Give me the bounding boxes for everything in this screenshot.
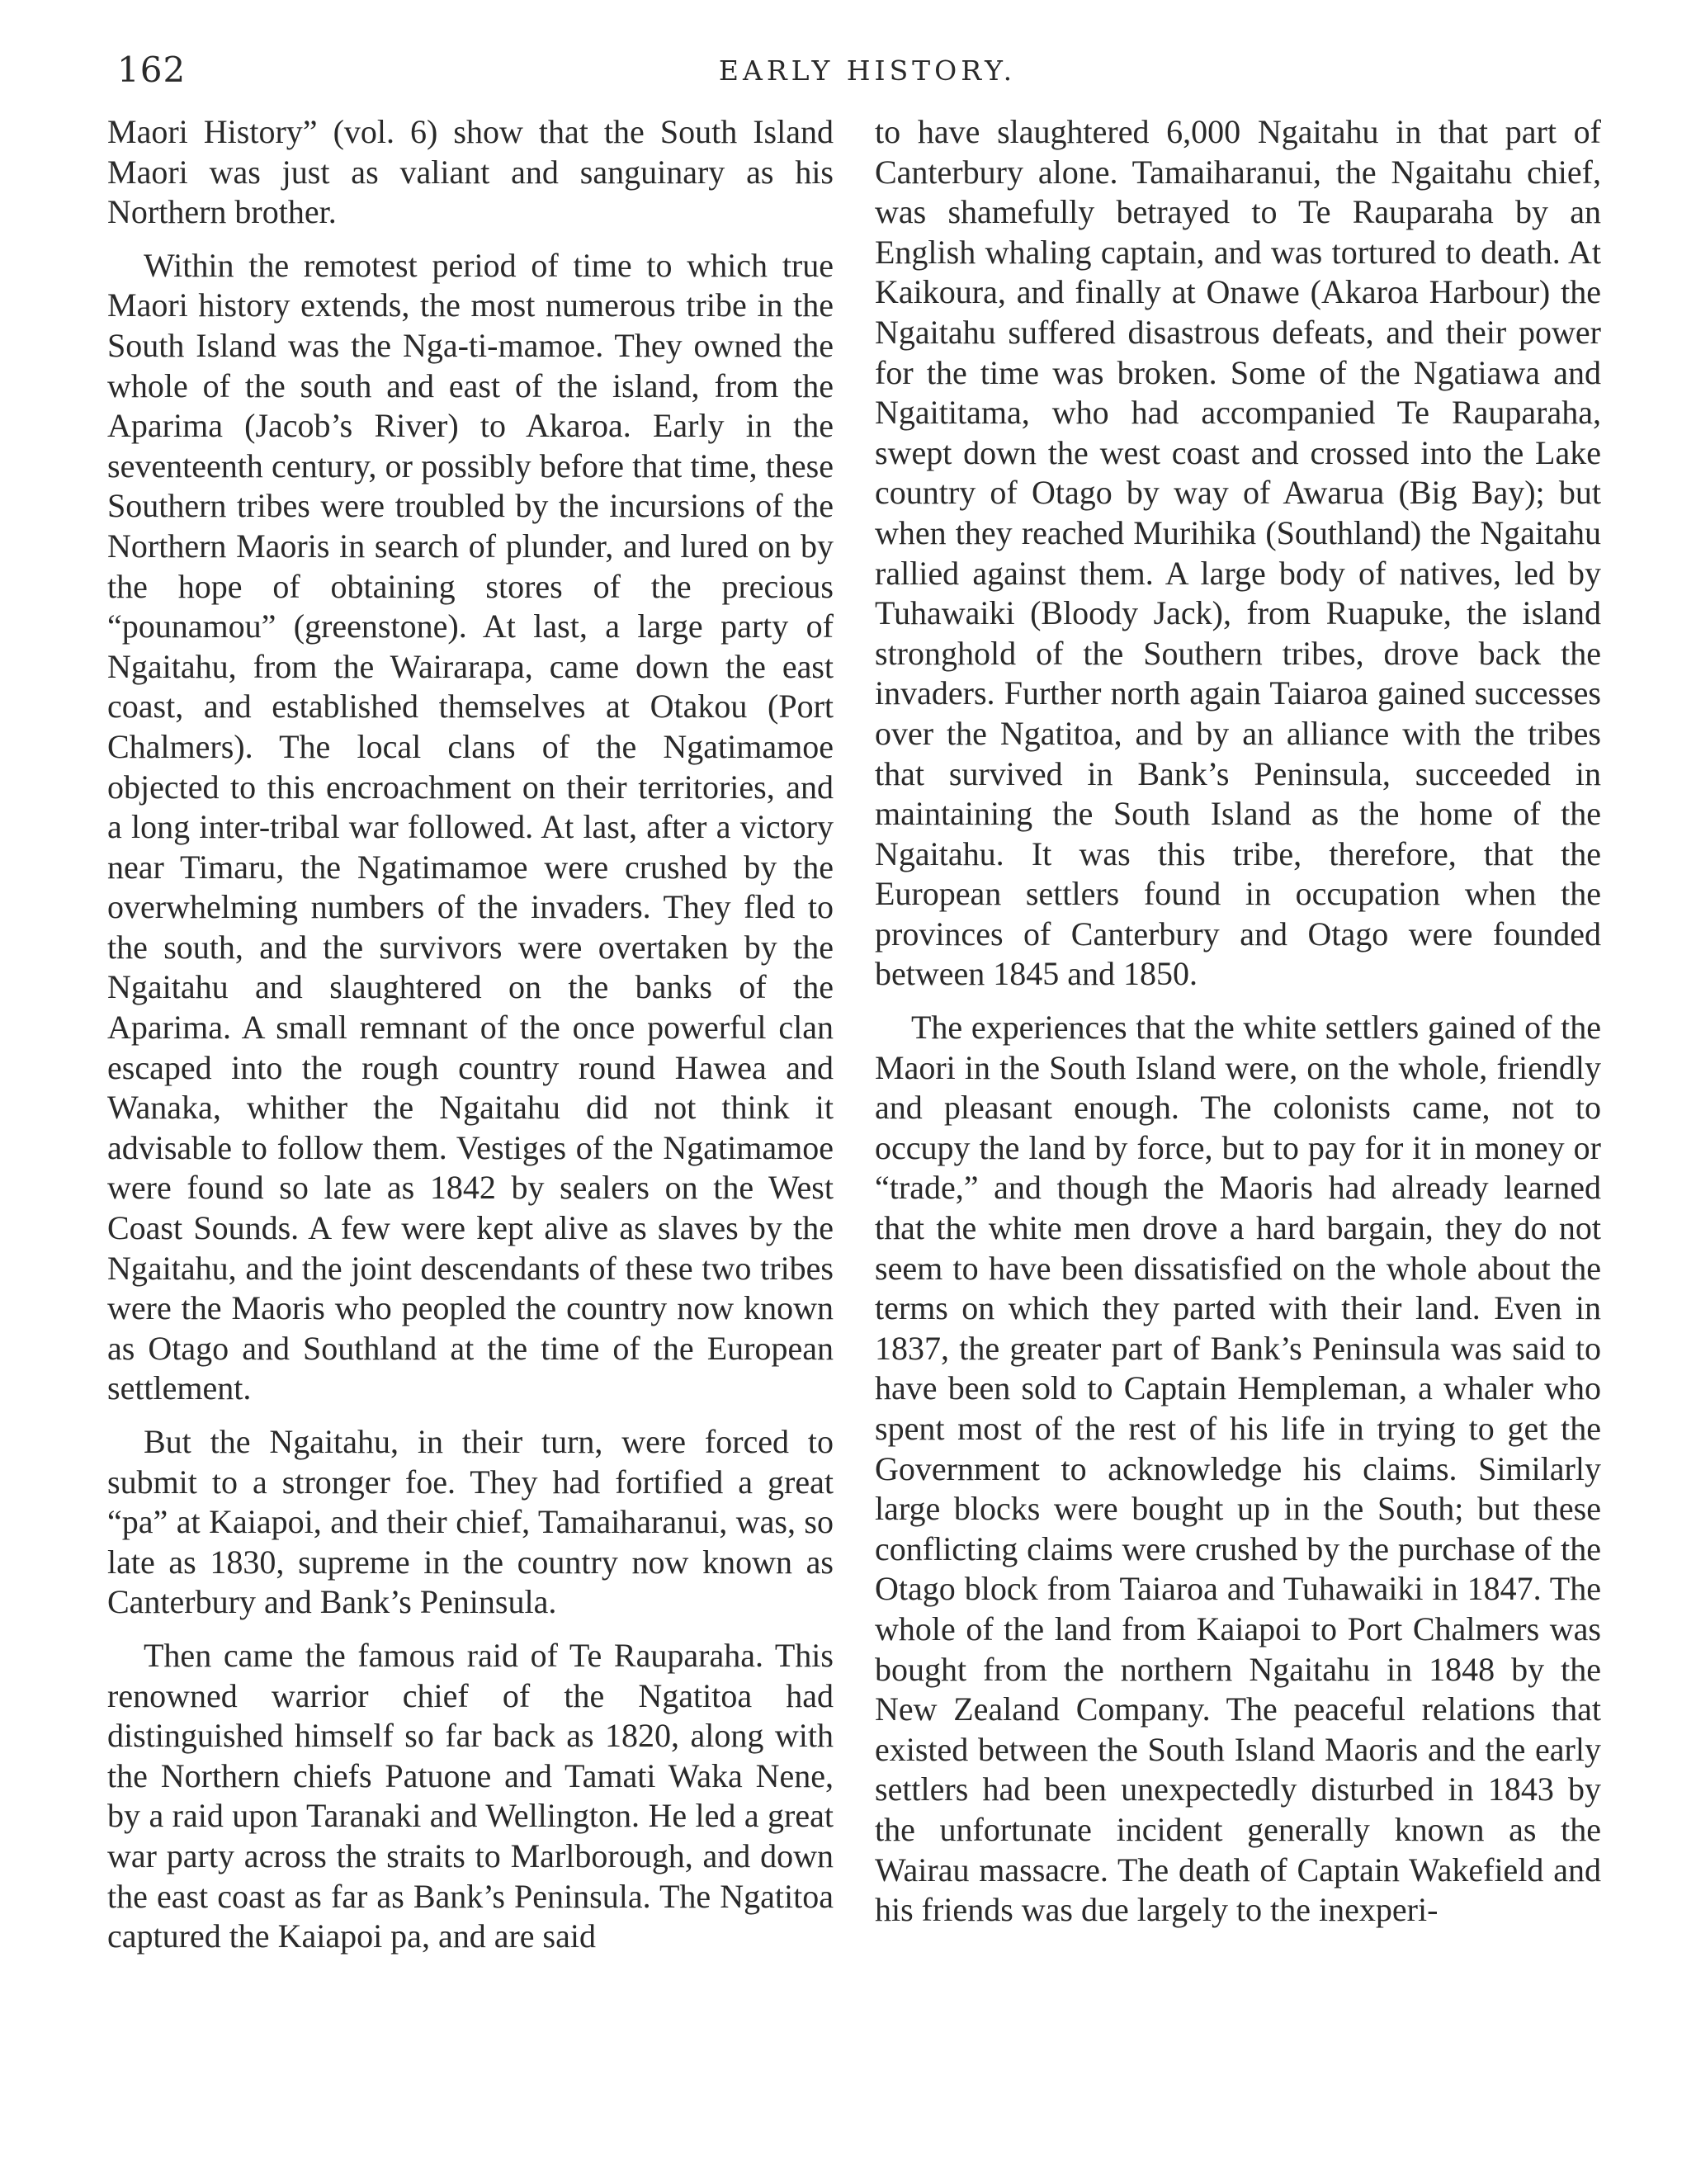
left-column (107, 112, 834, 1970)
paragraph: But the Ngaitahu, in their turn, were forced to submit to a stronger foe. They had fortified a great “pa” at Kaiapoi, and their chief, Tamaiharanui, was, so late as 1830, supreme in the country now known as Canterbury and Bank’s Peninsula. (107, 1423, 834, 1621)
page-number: 162 (117, 50, 187, 90)
page-header (117, 50, 1618, 99)
paragraph: Maori History” (vol. 6) show that the South Island Maori was just as valiant and sanguinary as his Northern brother. (107, 113, 834, 231)
paragraph: to have slaughtered 6,000 Ngaitahu in that part of Canterbury alone. Tamaiharanui, the Ngaitahu chief, was shamefully betrayed to Te Rauparaha by an English whaling captain, and was tortured to death. At Kaikoura, and finally at Onawe (Akaroa Harbour) the Ngaitahu suffered disastrous defeats, and their power for the time was broken. Some of the Ngatiawa and Ngaititama, who had accompanied Te Rauparaha, swept down the west coast and crossed into the Lake country of Otago by way of Awarua (Big Bay); but when they reached Murihika (Southland) the Ngaitahu rallied against them. A large body of natives, led by Tuhawaiki (Bloody Jack), from Ruapuke, the island stronghold of the Southern tribes, drove back the invaders. Further north again Taiaroa gained successes over the Ngatitoa, and by an alliance with the tribes that survived in Bank’s Peninsula, succeeded in maintaining the South Island as the home of the Ngaitahu. It was this tribe, therefore, that the European settlers found in occupation when the provinces of Canterbury and Otago were founded between 1845 and 1850. (875, 113, 1601, 993)
right-column (875, 112, 1601, 1944)
paragraph: Then came the famous raid of Te Rauparaha. This renowned warrior chief of the Ngatitoa had distinguished himself so far back as 1820, along with the Northern chiefs Patuone and Tamati Waka Nene, by a raid upon Taranaki and Wellington. He led a great war party across the straits to Marlborough, and down the east coast as far as Bank’s Peninsula. The Ngatitoa captured the Kaiapoi pa, and are said (107, 1636, 834, 1955)
paragraph: The experiences that the white settlers gained of the Maori in the South Island were, on the whole, friendly and pleasant enough. The colonists came, not to occupy the land by force, but to pay for it in money or “trade,” and though the Maoris had already learned that the white men drove a hard bargain, they do not seem to have been dissatisfied on the whole about the terms on which they parted with their land. Even in 1837, the greater part of Bank’s Peninsula was said to have been sold to Captain Hempleman, a whaler who spent most of the rest of his life in trying to get the Government to acknowledge his claims. Similarly large blocks were bought up in the South; but these conflicting claims were crushed by the purchase of the Otago block from Taiaroa and Tuhawaiki in 1847. The whole of the land from Kaiapoi to Port Chalmers was bought from the northern Ngaitahu in 1848 by the New Zealand Company. The peaceful relations that existed between the South Island Maoris and the early settlers had been unexpectedly disturbed in 1843 by the unfortunate incident generally known as the Wairau massacre. The death of Captain Wakefield and his friends was due largely to the inexperi- (875, 1009, 1601, 1929)
paragraph: Within the remotest period of time to which true Maori history extends, the most numerous tribe in the South Island was the Nga-ti-mamoe. They owned the whole of the south and east of the island, from the Aparima (Jacob’s River) to Akaroa. Early in the seventeenth century, or possibly before that time, these Southern tribes were troubled by the incursions of the Northern Maoris in search of plunder, and lured on by the hope of obtaining stores of the precious “pounamou” (greenstone). At last, a large party of Ngaitahu, from the Wairarapa, came down the east coast, and established themselves at Otakou (Port Chalmers). The local clans of the Ngatimamoe objected to this encroachment on their territories, and a long inter-tribal war followed. At last, after a victory near Timaru, the Ngatimamoe were crushed by the overwhelming numbers of the invaders. They fled to the south, and the survivors were overtaken by the Ngaitahu and slaughtered on the banks of the Aparima. A small remnant of the once powerful clan escaped into the rough country round Hawea and Wanaka, whither the Ngaitahu did not think it advisable to follow them. Vestiges of the Ngatimamoe were found so late as 1842 by sealers on the West Coast Sounds. A few were kept alive as slaves by the Ngaitahu, and the joint descendants of these two tribes were the Maoris who peopled the country now known as Otago and Southland at the time of the European settlement. (107, 246, 834, 1407)
running-head: EARLY HISTORY. (718, 54, 1017, 87)
